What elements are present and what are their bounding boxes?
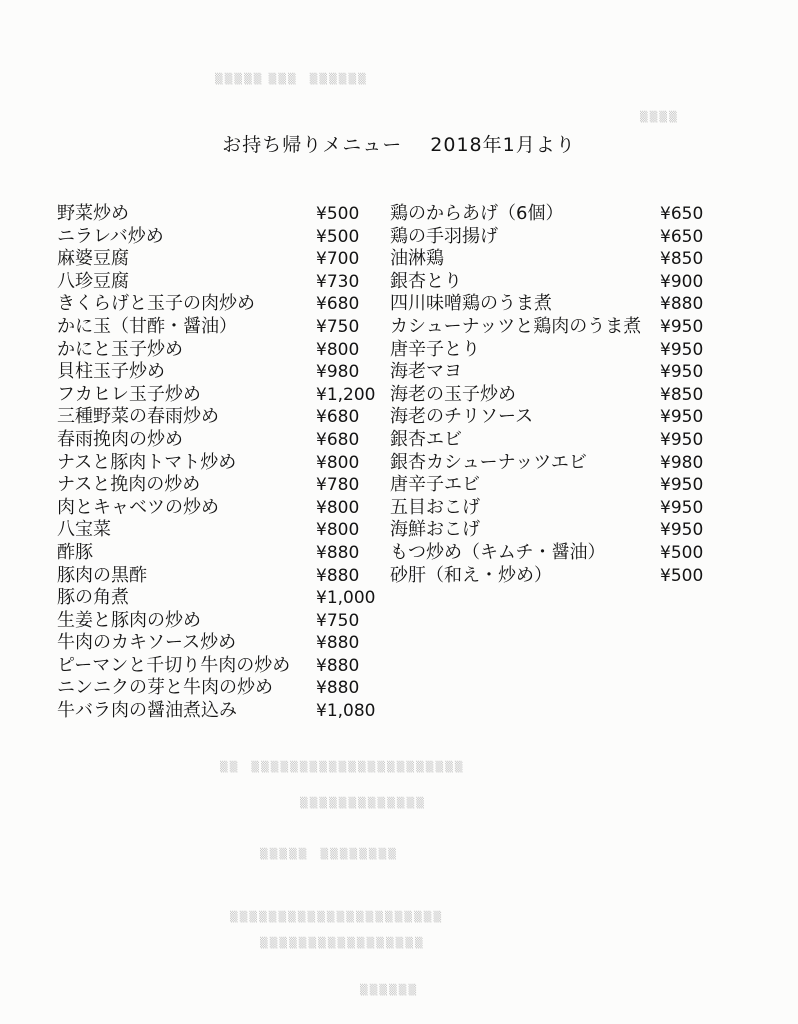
menu-item	[57, 429, 387, 452]
menu-item	[390, 293, 720, 316]
menu-item	[390, 542, 720, 565]
menu-item	[390, 384, 720, 407]
menu-item	[57, 497, 387, 520]
item-name: フカヒレ玉子炒め	[57, 383, 201, 405]
item-price: ¥880	[316, 565, 360, 586]
menu-item	[57, 361, 387, 384]
item-price: ¥950	[660, 429, 704, 450]
item-price: ¥800	[316, 339, 360, 360]
item-name: 四川味噌鶏のうま煮	[390, 293, 552, 315]
menu-item	[57, 519, 387, 542]
menu-item	[390, 316, 720, 339]
menu-item	[57, 406, 387, 429]
item-name: 野菜炒め	[57, 203, 129, 224]
item-name: 五目おこげ	[390, 496, 480, 518]
menu-item	[390, 452, 720, 475]
menu-item	[390, 429, 720, 452]
menu-item	[390, 203, 720, 226]
item-price: ¥950	[660, 362, 704, 383]
item-price: ¥880	[316, 655, 360, 676]
show-through-mark: ▒▒▒▒▒▒▒▒▒▒▒▒▒▒▒▒▒	[260, 938, 425, 949]
menu-item	[57, 474, 387, 497]
menu-item	[57, 452, 387, 475]
item-name: 鶏のからあげ（6個）	[390, 203, 564, 224]
item-name: 肉とキャベツの炒め	[57, 496, 219, 518]
item-name: 銀杏とり	[390, 270, 462, 292]
menu-column-left	[57, 203, 387, 723]
menu-item	[57, 677, 387, 700]
item-price: ¥1,080	[316, 701, 376, 722]
menu-item	[57, 610, 387, 633]
menu-item	[390, 226, 720, 249]
menu-item	[57, 339, 387, 362]
item-name: 牛肉のカキソース炒め	[57, 632, 237, 654]
item-name: かに玉（甘酢・醤油）	[57, 315, 237, 337]
item-price: ¥650	[660, 204, 704, 224]
item-price: ¥800	[316, 497, 360, 518]
menu-title: お持ち帰りメニュー	[222, 134, 403, 156]
item-price: ¥950	[660, 520, 704, 541]
item-price: ¥880	[316, 542, 360, 563]
item-name: 酢豚	[57, 541, 93, 563]
menu-item	[57, 655, 387, 678]
item-name: 生姜と豚肉の炒め	[57, 609, 201, 631]
item-name: 豚の角煮	[57, 587, 129, 609]
menu-item	[390, 497, 720, 520]
menu-item	[390, 519, 720, 542]
item-price: ¥750	[316, 610, 360, 631]
menu-item	[57, 632, 387, 655]
item-price: ¥950	[660, 407, 704, 428]
item-name: 海鮮おこげ	[390, 519, 480, 541]
item-price: ¥680	[316, 294, 360, 315]
item-price: ¥500	[660, 542, 704, 563]
item-name: 海老マヨ	[390, 361, 462, 383]
item-name: かにと玉子炒め	[57, 338, 183, 360]
menu-item	[57, 248, 387, 271]
item-name: 砂肝（和え・炒め）	[390, 564, 552, 586]
item-name: ナスと挽肉の炒め	[57, 474, 201, 496]
item-name: 三種野菜の春雨炒め	[57, 406, 219, 428]
item-name: 豚肉の黒酢	[57, 564, 147, 586]
menu-item	[57, 542, 387, 565]
item-price: ¥900	[660, 271, 704, 292]
menu-item	[57, 293, 387, 316]
item-price: ¥1,000	[316, 588, 376, 609]
item-price: ¥980	[660, 452, 704, 473]
item-price: ¥1,200	[316, 384, 376, 405]
item-price: ¥780	[316, 475, 360, 496]
menu-item	[57, 587, 387, 610]
item-price: ¥730	[316, 271, 360, 292]
menu-item	[390, 361, 720, 384]
menu-item	[390, 271, 720, 294]
item-name: 銀杏カシューナッツエビ	[390, 451, 587, 473]
item-price: ¥700	[316, 249, 360, 270]
menu-item	[57, 316, 387, 339]
item-price: ¥800	[316, 452, 360, 473]
item-price: ¥880	[316, 633, 360, 654]
item-name: 八宝菜	[57, 519, 111, 541]
menu-item	[57, 226, 387, 249]
item-price: ¥680	[316, 429, 360, 450]
item-price: ¥650	[660, 226, 704, 247]
show-through-mark: ▒▒▒▒▒ ▒▒▒ ▒▒▒▒▒▒	[215, 74, 368, 85]
item-price: ¥750	[316, 316, 360, 337]
item-name: 牛バラ肉の醤油煮込み	[57, 700, 237, 722]
item-name: 海老の玉子炒め	[390, 383, 516, 405]
menu-date: 2018年1月より	[430, 134, 576, 156]
menu-item	[390, 406, 720, 429]
menu-item	[390, 565, 720, 588]
show-through-mark: ▒▒▒▒	[640, 112, 679, 123]
menu-item	[390, 339, 720, 362]
item-name: ニラレバ炒め	[57, 225, 164, 247]
item-name: 春雨挽肉の炒め	[57, 428, 183, 450]
item-price: ¥950	[660, 497, 704, 518]
item-name: 唐辛子とり	[390, 338, 480, 360]
show-through-mark: ▒▒▒▒▒▒	[360, 985, 419, 996]
item-price: ¥880	[316, 678, 360, 699]
item-name: 油淋鶏	[390, 248, 444, 270]
item-price: ¥500	[316, 204, 360, 224]
item-price: ¥980	[316, 362, 360, 383]
item-price: ¥800	[316, 520, 360, 541]
page-title	[0, 130, 798, 157]
item-price: ¥500	[660, 565, 704, 586]
show-through-mark: ▒▒ ▒▒▒▒▒▒▒▒▒▒▒▒▒▒▒▒▒▒▒▒▒▒	[220, 762, 465, 773]
item-name: カシューナッツと鶏肉のうま煮	[390, 315, 642, 337]
item-name: きくらげと玉子の肉炒め	[57, 293, 255, 315]
item-name: 八珍豆腐	[57, 270, 129, 292]
menu-item	[57, 384, 387, 407]
item-name: ナスと豚肉トマト炒め	[57, 451, 237, 473]
item-name: ニンニクの芽と牛肉の炒め	[57, 677, 273, 699]
item-price: ¥880	[660, 294, 704, 315]
item-price: ¥950	[660, 475, 704, 496]
show-through-mark: ▒▒▒▒▒ ▒▒▒▒▒▒▒▒	[260, 849, 398, 860]
item-name: 貝柱玉子炒め	[57, 361, 165, 383]
item-name: 海老のチリソース	[390, 406, 534, 428]
show-through-mark: ▒▒▒▒▒▒▒▒▒▒▒▒▒▒▒▒▒▒▒▒▒▒	[230, 912, 444, 923]
item-price: ¥950	[660, 316, 704, 337]
item-price: ¥500	[316, 226, 360, 247]
item-name: ピーマンと千切り牛肉の炒め	[57, 654, 291, 676]
menu-item	[57, 700, 387, 723]
menu-item	[57, 565, 387, 588]
menu-item	[390, 474, 720, 497]
item-name: 銀杏エビ	[390, 428, 462, 450]
menu-item	[390, 248, 720, 271]
show-through-mark: ▒▒▒▒▒▒▒▒▒▒▒▒▒	[300, 798, 426, 809]
menu-column-right	[390, 203, 720, 587]
item-name: 鶏の手羽揚げ	[390, 225, 498, 247]
item-price: ¥850	[660, 384, 704, 405]
item-price: ¥950	[660, 339, 704, 360]
menu-item	[57, 203, 387, 226]
item-name: もつ炒め（キムチ・醤油）	[390, 541, 606, 563]
item-price: ¥850	[660, 249, 704, 270]
item-name: 麻婆豆腐	[57, 248, 129, 270]
item-name: 唐辛子エビ	[390, 474, 480, 496]
item-price: ¥680	[316, 407, 360, 428]
menu-item	[57, 271, 387, 294]
